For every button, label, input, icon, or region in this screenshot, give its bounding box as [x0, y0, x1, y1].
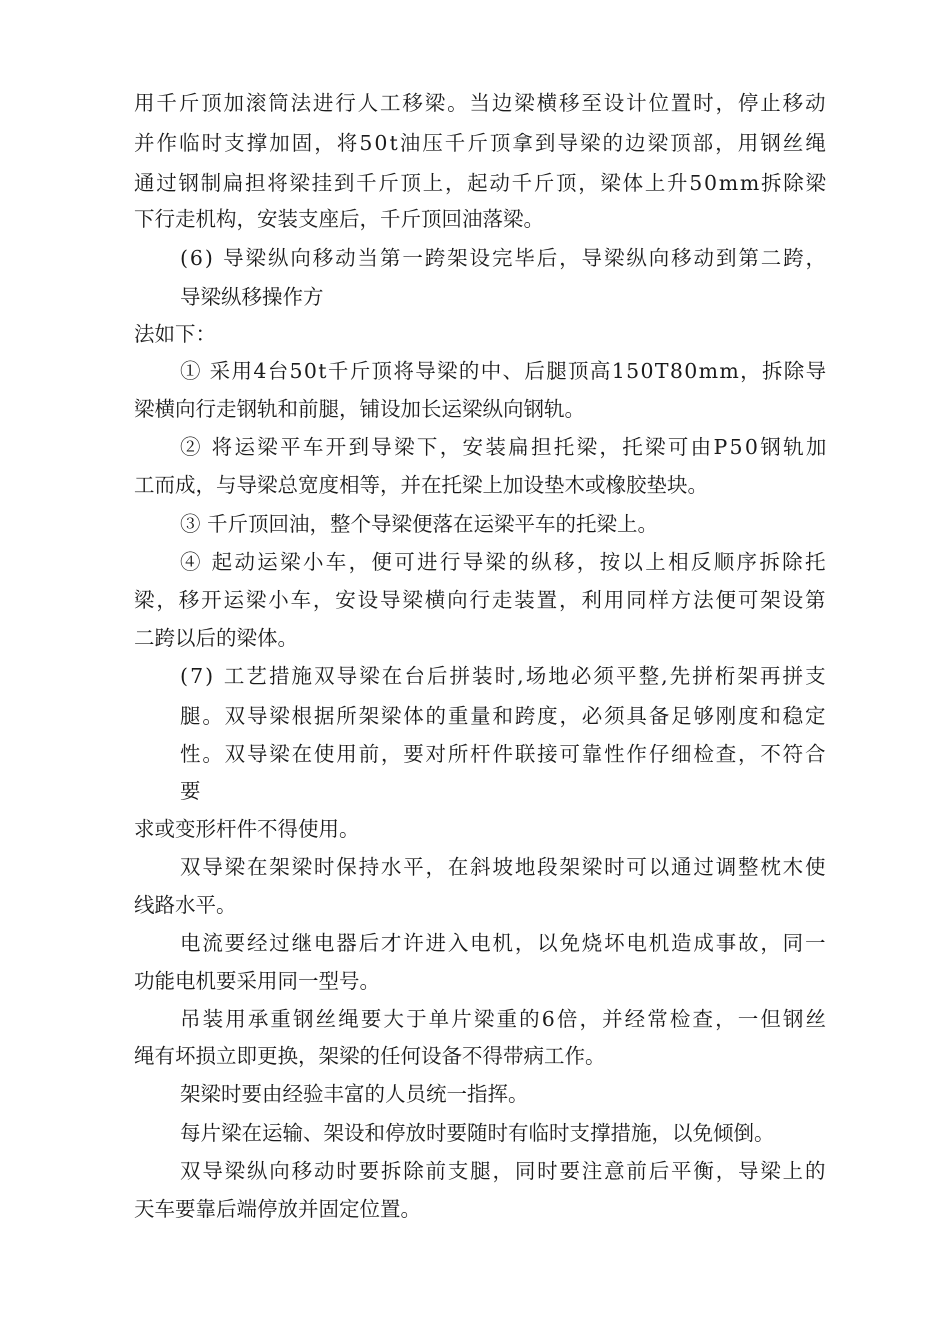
- text-line: 功能电机要采用同一型号。: [134, 969, 380, 993]
- text-line: 线路水平。: [134, 893, 237, 917]
- text-line: (6) 导梁纵向移动当第一跨架设完毕后，导梁纵向移动到第二跨，: [180, 246, 828, 270]
- text-line: (7) 工艺措施双导梁在台后拼装时,场地必须平整,先拼桁架再拼支: [180, 664, 828, 688]
- text-line: 吊装用承重钢丝绳要大于单片梁重的6倍，并经常检查，一但钢丝: [180, 1007, 829, 1031]
- text-line: 法如下：: [134, 322, 216, 346]
- text-line: 求或变形杆件不得使用。: [134, 817, 360, 841]
- text-line: 二跨以后的梁体。: [134, 626, 298, 650]
- text-line: 双导梁纵向移动时要拆除前支腿，同时要注意前后平衡，导梁上的: [180, 1159, 828, 1183]
- text-line: 导梁纵移操作方: [180, 285, 324, 309]
- text-line: 架梁时要由经验丰富的人员统一指挥。: [180, 1082, 529, 1106]
- text-line: 电流要经过继电器后才许进入电机，以免烧坏电机造成事故，同一: [180, 931, 828, 955]
- text-line: ① 采用4台50t千斤顶将导梁的中、后腿顶高150T80mm，拆除导: [180, 359, 828, 383]
- text-line: 梁横向行走钢轨和前腿，铺设加长运梁纵向钢轨。: [134, 397, 585, 421]
- text-line: 梁，移开运梁小车，安设导梁横向行走装置，利用同样方法便可架设第: [134, 588, 828, 612]
- text-line: ③ 千斤顶回油，整个导梁便落在运梁平车的托梁上。: [180, 512, 659, 536]
- text-line: 下行走机构，安装支座后，千斤顶回油落梁。: [134, 207, 544, 231]
- text-line: 天车要靠后端停放并固定位置。: [134, 1197, 421, 1221]
- text-line: 工而成，与导梁总宽度相等，并在托梁上加设垫木或橡胶垫块。: [134, 473, 708, 497]
- text-line: 要: [180, 779, 201, 803]
- text-line: 每片梁在运输、架设和停放时要随时有临时支撑措施，以免倾倒。: [180, 1121, 775, 1145]
- text-line: 绳有坏损立即更换，架梁的任何设备不得带病工作。: [134, 1044, 606, 1068]
- text-line: 通过钢制扁担将梁挂到千斤顶上，起动千斤顶，梁体上升50mm拆除梁: [134, 171, 828, 195]
- text-line: 并作临时支撑加固，将50t油压千斤顶拿到导梁的边梁顶部，用钢丝绳: [134, 131, 828, 155]
- text-line: 腿。双导梁根据所架梁体的重量和跨度，必须具备足够刚度和稳定: [180, 704, 828, 728]
- text-line: 用千斤顶加滚筒法进行人工移梁。当边梁横移至设计位置时，停止移动: [134, 91, 828, 115]
- text-line: 性。双导梁在使用前，要对所杆件联接可靠性作仔细检查，不符合: [180, 742, 828, 766]
- text-line: ② 将运梁平车开到导梁下，安装扁担托梁，托梁可由P50钢轨加: [180, 435, 829, 459]
- text-line: ④ 起动运梁小车，便可进行导梁的纵移，按以上相反顺序拆除托: [180, 550, 828, 574]
- text-line: 双导梁在架梁时保持水平，在斜坡地段架梁时可以通过调整枕木使: [180, 855, 828, 879]
